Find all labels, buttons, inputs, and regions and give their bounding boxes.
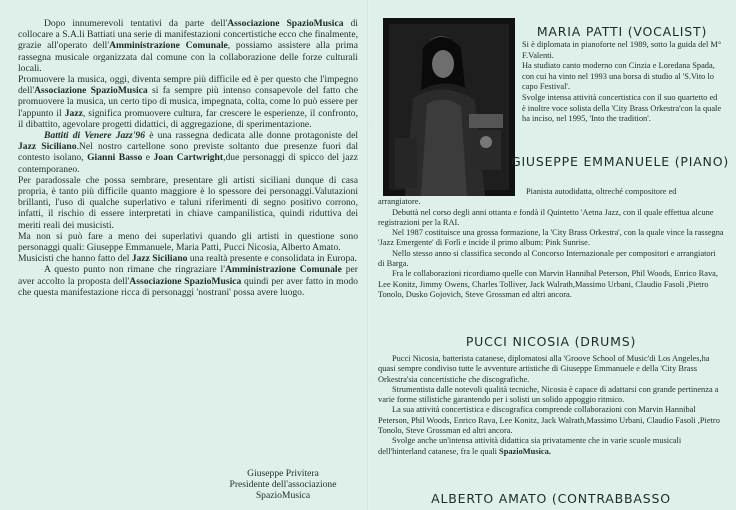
intro-paragraph-1 [18, 18, 358, 74]
text: per aver accolto la proposta dell' [18, 264, 359, 287]
org-name: SpazioMusica. [499, 446, 551, 456]
giuseppe-bio [378, 187, 724, 300]
signatory-org: SpazioMusica [255, 490, 311, 502]
text: si fa sempre più intenso consapevole del fatto che promuovere la musica, un certo tipo di musica, impegnata, colta, come lo può essere per l'appunto il [18, 85, 358, 119]
maria-bio-1: Si è diplomata in pianoforte nel 1989, sotto la guida del M° F.Valenti. [522, 40, 722, 60]
text: .Nel nostro cartellone sono previste soltanto due presenze fuori dal contesto isolano, [18, 141, 358, 164]
intro-paragraph-5: Ma non si può fare a meno dei superlativi quando gli artisti in questione sono personaggi quali: Giuseppe Emmanuele, Maria Patti, Pucci Nicosia, Alberto Amato. [18, 230, 358, 254]
giuseppe-bio-4: Nello stesso anno si classifica secondo al Concorso Internazionale per compositori e arrangiatori di Barga. [378, 248, 716, 269]
vocalist-photo [383, 18, 515, 196]
pucci-bio-2: Strumentista dalle notevoli qualità tecniche, Nicosia è capace di adattarsi con grande pertinenza a varie forme stilistiche garantendo per i solisti un solido appoggio ritmico. [378, 384, 719, 405]
giuseppe-bio-1b: arrangiatore. [378, 197, 421, 207]
intro-paragraph-3 [18, 130, 358, 175]
text: , possiamo assistere alla prima rassegna musicale organizzata dal comune con la collaborazione delle forze culturali locali. [18, 40, 358, 74]
text: ,due personaggi di spicco del jazz contemporaneo. [18, 152, 358, 175]
pucci-bio-3: La sua attività concertistica e discografica comprende collaborazioni con Marvin Hannibal Peterson, Phil Woods, Enrico Rava, Lee Konitz, Jack Walrath,Massimo Urbani, Claudio Fasoli ,Pietro Tonolo, Steve Grossman ed altri ancora. [378, 405, 720, 436]
text: di collocare a S.A.li Battiati una serie di manifestazioni concertistiche ecco che finalmente, grazie all'operato dell' [18, 18, 358, 52]
intro-text-column [18, 18, 358, 298]
text: è una rassegna dedicata alle donne protagoniste del [145, 130, 358, 142]
intro-paragraph-7 [18, 264, 358, 298]
festival-name: Battiti di Venere Jazz'96 [44, 130, 146, 142]
pucci-bio-4 [378, 436, 724, 457]
pucci-bio [378, 354, 724, 457]
org-name: Associazione SpazioMusica [227, 18, 344, 29]
org-name: Associazione SpazioMusica [129, 275, 242, 287]
institution-name: Amministrazione Comunale [224, 264, 342, 276]
text: Svolge anche un'intensa attività didattica sia privatamente che in varie scuole musicali dell'hinterland catanese, fra le quali [378, 436, 682, 456]
vocalist-portrait-image [383, 18, 515, 196]
intro-paragraph-4: Per paradossale che possa sembrare, presentare gli artisti siciliani dunque di casa propria, è tanto più difficile quanto maggiore è lo spessore dei personaggi.Valutazioni brillanti, l'uso di qualche superlativo e taluni riferimenti di segno positivo corrono, infatti, il rischio di essere interpretati in chiave campanilistica, quindi riduttiva dei meriti reali dei musicisti. [18, 174, 358, 231]
artist-name: Joan Cartwright [153, 152, 224, 164]
text: , significa promuovere cultura, far crescere le esperienze, il confronto, il dibattito, agevolare progetti didattici, di aggregazione, di sperimentazione. [18, 107, 358, 130]
intro-paragraph-6 [18, 253, 358, 264]
giuseppe-bio-3: Nel 1987 costituisce una grossa formazione, la 'City Brass Orkestra', con la quale vince la rassegna 'Jazz Emergente' di Forlì e incide il primo album: Pink Sunrise. [378, 228, 724, 248]
text: Dopo innumerevoli tentativi da parte dell' [44, 18, 228, 29]
institution-name: Amministrazione Comunale [109, 40, 228, 52]
heading-pucci-nicosia: PUCCI NICOSIA (DRUMS) [465, 334, 637, 349]
intro-paragraph-2 [18, 74, 358, 130]
signatory-name: Giuseppe Privitera [247, 468, 319, 479]
genre-name: Jazz Siciliano [18, 141, 77, 153]
signatory-role: Presidente dell'associazione [229, 479, 337, 491]
text: Promuovere la musica, oggi, diventa sempre più difficile ed è per questo che l'impegno dell' [18, 74, 358, 97]
text: A questo punto non rimane che ringraziare l' [44, 264, 225, 276]
artist-name: Gianni Basso [87, 152, 143, 164]
heading-maria-patti: MARIA PATTI (VOCALIST) [536, 24, 708, 39]
maria-bio-2: Ha studiato canto moderno con Cinzia e Loredana Spada, con cui ha vinto nel 1993 una borsa di studio al 'S.Vito lo capo Festival'. [522, 61, 715, 92]
giuseppe-bio-1a: Pianista autodidatta, oltreché compositore ed [526, 187, 677, 196]
org-name: Associazione SpazioMusica [34, 85, 148, 97]
giuseppe-bio-2: Debuttà nel corso degli anni ottanta e fondà il Quintetto 'Aetna Jazz, con il quale effettua alcune registrazioni per la RAI. [378, 207, 714, 227]
heading-alberto-amato: ALBERTO AMATO (CONTRABBASSO [431, 491, 671, 506]
genre-name: Jazz Siciliano [131, 253, 188, 265]
giuseppe-bio-5: Fra le collaborazioni ricordiamo quelle con Marvin Hannibal Peterson, Phil Woods, Enrico Rava, Lee Konitz, Jimmy Owens, Charles Tolliver, Jack Walrath,Massimo Urbani, Claudio Fasoli ,Pietro Tonolo, Dusko Gojovich, Steve Grossman ed altri ancora. [378, 269, 718, 299]
pucci-bio-1: Pucci Nicosia, batterista catanese, diplomatosi alla 'Groove School of Music'di Los Angeles,ha quasi sempre condiviso tutte le avventure artistiche di Giuseppe Emmanuele e della 'City Brass Orkestra'sia concertistiche che discografiche. [378, 354, 710, 384]
text: Musicisti che hanno fatto del [18, 253, 132, 265]
genre-name: Jazz [64, 107, 83, 119]
maria-bio [522, 40, 722, 125]
text: e [142, 152, 154, 164]
heading-giuseppe-emmanuele: GIUSEPPE EMMANUELE (PIANO) [510, 154, 730, 169]
text: una realtà presente e consolidata in Europa. [187, 253, 357, 265]
text: quindi per aver fatto in modo che questa manifestazione ricca di personaggi 'nostrani' possa avere luogo. [18, 275, 358, 298]
signature-block [208, 468, 358, 502]
page-fold [367, 0, 369, 510]
maria-bio-3: Svolge intensa attività concertistica con il suo quartetto ed è inoltre voce solista della 'City Brass Orkestra'con la quale ha inciso, nel 1995, 'Into the tradition'. [522, 92, 722, 124]
